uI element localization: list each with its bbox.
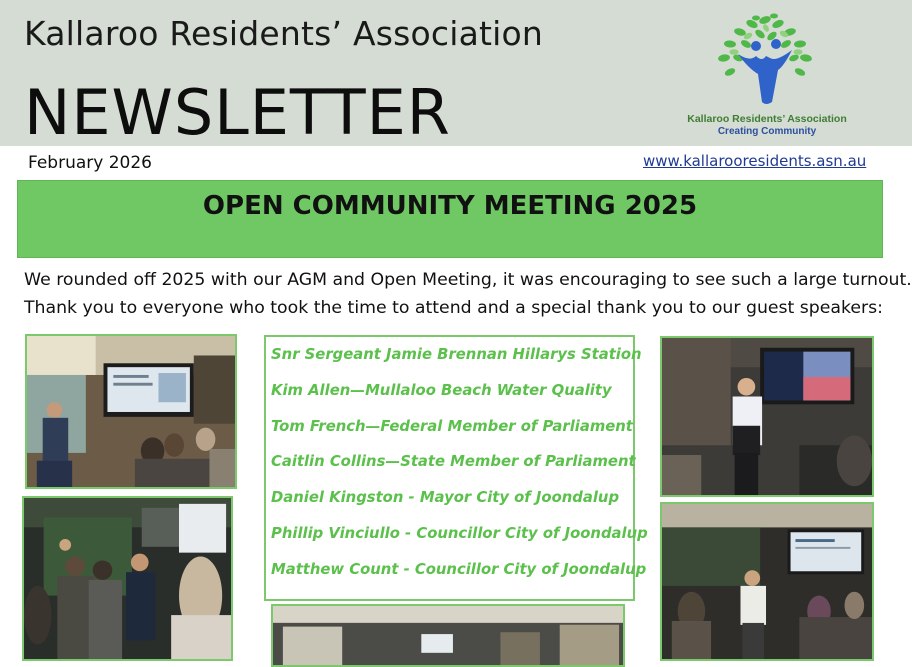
- meeting-photo-room: [271, 604, 625, 667]
- speaker-item: Tom French—Federal Member of Parliament: [271, 417, 633, 435]
- guest-speakers-list: [264, 335, 648, 601]
- speaker-item: Kim Allen—Mullaloo Beach Water Quality: [271, 381, 612, 399]
- speaker-item: Phillip Vinciullo - Councillor City of Joondalup: [271, 524, 648, 542]
- photo-image: [27, 336, 235, 487]
- tree-people-logo-icon: [700, 10, 830, 114]
- photo-image: [24, 498, 231, 659]
- association-logo: [672, 10, 862, 142]
- website-link[interactable]: www.kallarooresidents.asn.au: [643, 152, 867, 170]
- photo-image: [273, 606, 623, 665]
- meeting-photo-councillor: [660, 502, 874, 661]
- speaker-item: Caitlin Collins—State Member of Parliament: [271, 453, 636, 471]
- speaker-item: Daniel Kingston - Mayor City of Joondalup: [271, 489, 620, 507]
- intro-paragraph: [24, 266, 912, 322]
- photo-image: [662, 338, 872, 495]
- photo-image: [662, 504, 872, 659]
- speaker-item: Snr Sergeant Jamie Brennan Hillarys Station: [271, 346, 642, 363]
- org-name: Kallaroo Residents’ Association: [24, 14, 544, 53]
- intro-line: Thank you to everyone who took the time to attend and a special thank you to our guest speakers:: [24, 298, 883, 318]
- logo-tagline: Creating Community: [717, 126, 817, 137]
- newsletter-title: NEWSLETTER: [24, 76, 451, 149]
- logo-association-name: Kallaroo Residents’ Association: [687, 113, 847, 125]
- masthead: [0, 0, 912, 149]
- speaker-item: Matthew Count - Councillor City of Joondalup: [271, 560, 647, 578]
- meeting-photo-police-speaker: [25, 334, 237, 489]
- intro-line: We rounded off 2025 with our AGM and Open Meeting, it was encouraging to see such a large turnout.: [24, 270, 912, 290]
- issue-date: February 2026: [28, 153, 152, 173]
- section-title: OPEN COMMUNITY MEETING 2025: [202, 191, 698, 221]
- meeting-photo-federal-member: [660, 336, 874, 497]
- section-banner: [17, 180, 883, 258]
- meeting-photo-guest-speaker: [22, 496, 233, 661]
